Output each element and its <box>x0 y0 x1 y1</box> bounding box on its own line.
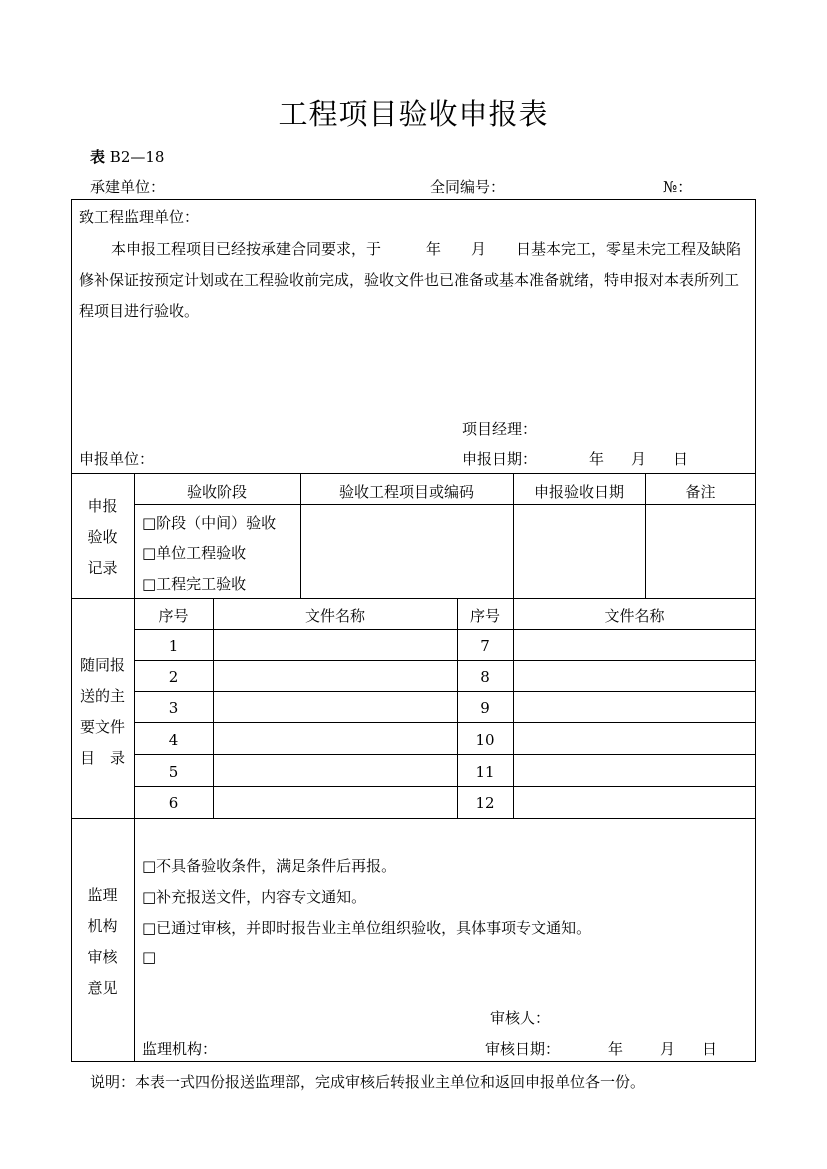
page-title: 工程项目验收申报表 <box>278 97 549 131</box>
review-option-supplement[interactable]: □补充报送文件，内容专文通知。 <box>142 888 367 906</box>
stage-completion-checkbox[interactable]: □工程完工验收 <box>142 575 247 593</box>
record-side-label-line: 记录 <box>87 559 118 577</box>
document-seq: 9 <box>480 699 490 717</box>
documents-side-label <box>71 650 134 774</box>
review-side-label-line: 意见 <box>87 979 118 997</box>
record-header-stage: 验收阶段 <box>186 483 247 501</box>
document-seq: 6 <box>168 794 179 812</box>
stage-unit-checkbox[interactable]: □单位工程验收 <box>142 544 247 562</box>
divider <box>71 818 756 819</box>
document-seq: 8 <box>480 668 490 686</box>
divider <box>134 786 756 787</box>
review-month: 月 <box>660 1040 676 1058</box>
divider <box>513 598 514 818</box>
review-year: 年 <box>608 1040 624 1058</box>
documents-side-label-line: 随同报 <box>79 656 125 674</box>
record-side-label-line: 申报 <box>87 497 118 515</box>
contractor-label: 承建单位： <box>90 178 166 196</box>
applicant-unit-label: 申报单位： <box>79 450 155 468</box>
document-seq: 10 <box>475 731 495 749</box>
documents-header-seq: 序号 <box>469 607 500 625</box>
review-option-not-eligible[interactable]: □不具备验收条件，满足条件后再报。 <box>142 857 397 875</box>
application-month: 月 <box>631 450 647 468</box>
serial-number-label: №： <box>663 178 693 196</box>
divider <box>134 722 756 723</box>
divider <box>134 504 756 505</box>
application-year: 年 <box>589 450 605 468</box>
document-seq: 4 <box>168 731 179 749</box>
documents-header-seq: 序号 <box>158 607 189 625</box>
review-side-label-line: 审核 <box>87 948 118 966</box>
reviewer-label: 审核人： <box>490 1009 551 1027</box>
divider <box>134 691 756 692</box>
review-side-label-line: 机构 <box>87 917 118 935</box>
document-seq: 7 <box>480 637 490 655</box>
documents-side-label-line: 送的主 <box>79 687 125 705</box>
form-number <box>90 146 164 167</box>
contract-number-label: 全同编号： <box>430 178 506 196</box>
documents-side-label-line: 要文件 <box>79 718 125 736</box>
addressee: 致工程监理单位： <box>79 208 200 226</box>
form-number-value: B2—18 <box>109 148 165 166</box>
documents-header-name: 文件名称 <box>304 607 365 625</box>
document-seq: 2 <box>168 668 179 686</box>
document-seq: 12 <box>475 794 495 812</box>
acceptance-form-table <box>71 199 756 1062</box>
project-manager-label: 项目经理： <box>462 420 538 438</box>
review-side-label-line: 监理 <box>87 886 118 904</box>
review-day: 日 <box>702 1040 718 1058</box>
record-header-date: 申报验收日期 <box>533 483 624 501</box>
divider <box>134 754 756 755</box>
document-seq: 3 <box>168 699 179 717</box>
stage-interim-checkbox[interactable]: □阶段（中间）验收 <box>142 514 277 532</box>
review-option-other[interactable]: □ <box>142 948 157 966</box>
divider <box>213 598 214 818</box>
divider <box>71 598 756 599</box>
document-seq: 1 <box>168 637 179 655</box>
document-seq: 5 <box>168 763 179 781</box>
divider <box>134 660 756 661</box>
record-header-project: 验收工程项目或编码 <box>338 483 474 501</box>
application-body: 本申报工程项目已经按承建合同要求，于 年 月 日基本完工，零星未完工程及缺陷修补保证按预定计划或在工程验收前完成，验收文件也已准备或基本准备就绪，特申报对本表所列工程项目进行验收。 <box>79 240 742 320</box>
review-date-label: 审核日期： <box>485 1040 561 1058</box>
divider <box>71 473 756 474</box>
review-option-approved[interactable]: □已通过审核，并即时报告业主单位组织验收，具体事项专文通知。 <box>142 919 592 937</box>
documents-header-name: 文件名称 <box>604 607 665 625</box>
record-side-label-line: 验收 <box>87 528 118 546</box>
documents-side-label-line: 目 录 <box>79 749 125 767</box>
form-number-label: 表 <box>90 148 106 166</box>
footnote: 说明：本表一式四份报送监理部，完成审核后转报业主单位和返回申报单位各一份。 <box>90 1073 646 1091</box>
divider <box>134 629 756 630</box>
review-agency-label: 监理机构： <box>142 1040 218 1058</box>
review-side-label <box>71 880 134 1004</box>
application-day: 日 <box>673 450 689 468</box>
application-date-label: 申报日期： <box>462 450 538 468</box>
record-side-label <box>71 491 134 584</box>
record-header-remark: 备注 <box>685 483 716 501</box>
document-seq: 11 <box>475 763 495 781</box>
